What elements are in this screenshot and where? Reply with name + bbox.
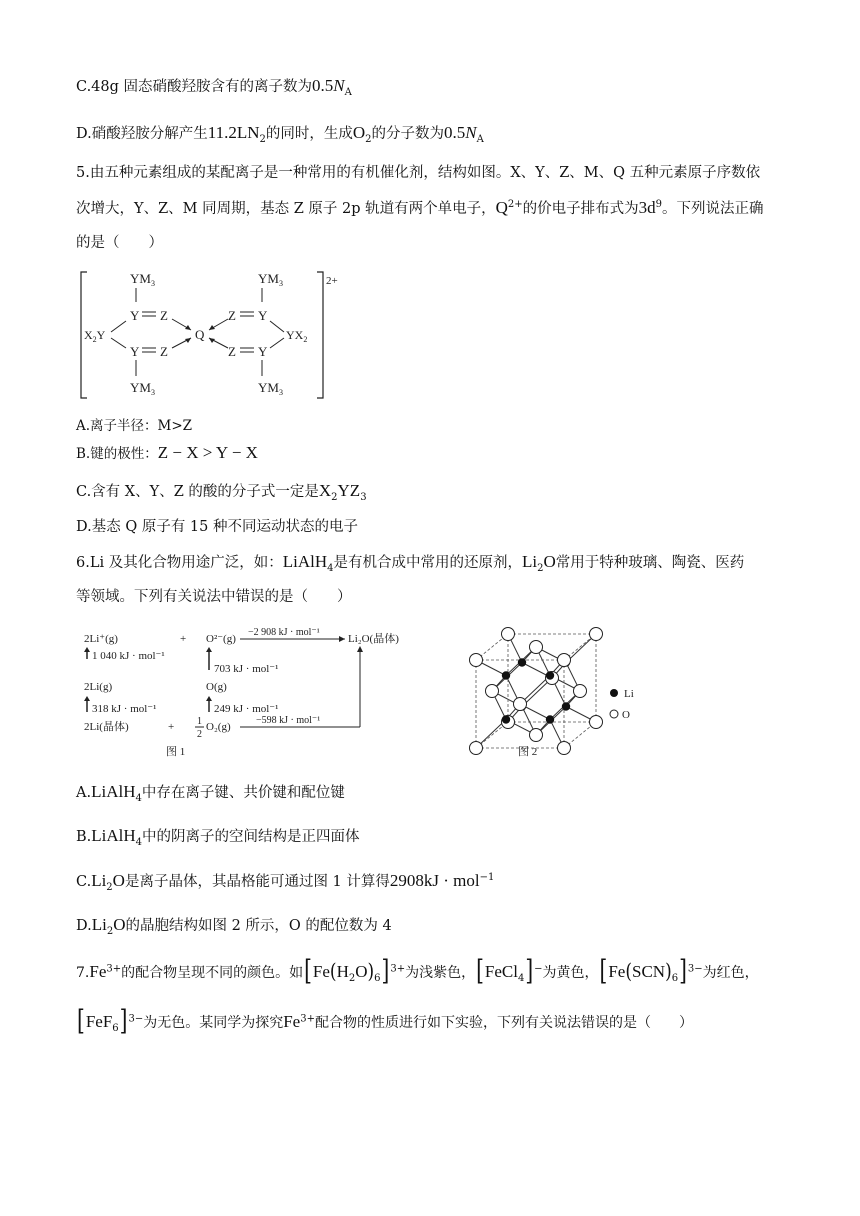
q6-option-a: A.LiAlH$_4$中存在离子键、共价键和配位键 — [76, 782, 345, 804]
lithium-atom — [562, 702, 570, 710]
q5-stem-line2: 次增大，Y、Z、M 同周期，基态 Z 原子 2p 轨道有两个单电子，$Q^{2+}$的价电子排布式为$3d^9$。下列说法正确 — [76, 198, 764, 217]
q6-stem-line1: 6.Li 及其化合物用途广泛，如：LiAlH$_4$是有机合成中常用的还原剂，$Li_2O$常用于特种玻璃、陶瓷、医药 — [76, 552, 745, 574]
ym3-top-left: $YM_3$ — [130, 271, 155, 288]
q5-option-b: B.键的极性：Z − X > Y − X — [76, 443, 258, 462]
q5-stem-line1: 5.由五种元素组成的某配离子是一种常用的有机催化剂，结构如图。X、Y、Z、M、Q 五种元素原子序数依 — [76, 165, 761, 181]
q6-stem-line2: 等领域。下列有关说法中错误的是（ ） — [76, 589, 352, 605]
svg-text:−2 908 kJ · mol⁻¹: −2 908 kJ · mol⁻¹ — [248, 627, 320, 638]
lithium-atom — [546, 671, 554, 679]
ym3-top-right: $YM_3$ — [258, 271, 283, 288]
right-bracket — [317, 272, 323, 398]
q7-stem-line2: $[FeF_6]^{3-}$为无色。某同学为探究$Fe^{3+}$配合物的性质进行如下实验，下列有关说法错误的是（ ） — [77, 1003, 693, 1037]
atom-y-tl: Y — [130, 308, 140, 323]
svg-text:2Li⁺(g): 2Li⁺(g) — [84, 633, 118, 645]
lithium-atom — [546, 715, 554, 723]
svg-text:1: 1 — [197, 716, 202, 727]
q6-option-b: B.LiAlH$_4$中的阴离子的空间结构是正四面体 — [76, 826, 360, 848]
svg-text:O₂(g): O₂(g) — [206, 721, 231, 733]
complex-ion-structure-figure — [78, 264, 348, 406]
svg-text:−598 kJ · mol⁻¹: −598 kJ · mol⁻¹ — [256, 715, 321, 726]
figure1-caption: 图 1 — [166, 746, 186, 758]
svg-text:1 040 kJ · mol⁻¹: 1 040 kJ · mol⁻¹ — [92, 650, 165, 662]
figure2-caption: 图 2 — [518, 746, 538, 758]
oxygen-atom — [470, 654, 483, 667]
legend-li-marker — [610, 689, 618, 697]
legend-o-marker — [610, 710, 618, 718]
q5-option-c: C.含有 X、Y、Z 的酸的分子式一定是$X_2YZ_3$ — [76, 481, 367, 503]
q6-option-c: $C.Li_2O$是离子晶体，其晶格能可通过图 1 计算得2908kJ · mol$^{-1}$ — [76, 871, 495, 893]
oxygen-atom — [530, 641, 543, 654]
q5-stem-line3: 的是（ ） — [76, 235, 163, 251]
q7-stem-line1: $7.Fe^{3+}$的配合物呈现不同的颜色。如$[Fe(H_2O)_6]^{3+}$为浅紫色，[FeCl$_4$]−为黄色，$[Fe(SCN)_6]^{3-}$为红色， — [76, 953, 759, 987]
svg-text:+: + — [180, 633, 187, 645]
ym3-bottom-left: $YM_3$ — [130, 380, 155, 397]
x2y-label: $X_2Y$ — [84, 328, 106, 344]
atom-z-br: Z — [228, 344, 236, 359]
atom-y-br: Y — [258, 344, 268, 359]
oxygen-atom — [590, 628, 603, 641]
atom-z-tr: Z — [228, 308, 236, 323]
atom-q: Q — [195, 327, 205, 342]
svg-text:249 kJ · mol⁻¹: 249 kJ · mol⁻¹ — [214, 703, 279, 715]
legend-li-label: Li — [624, 688, 634, 700]
lithium-atom — [502, 715, 510, 723]
svg-text:Li₂O(晶体): Li₂O(晶体) — [348, 633, 399, 645]
svg-text:+: + — [168, 721, 175, 733]
svg-text:2Li(g): 2Li(g) — [84, 681, 113, 693]
q4-option-c: C.48g 固态硝酸羟胺含有的离子数为$0.5N_A$ — [76, 76, 352, 98]
oxygen-atom — [486, 685, 499, 698]
oxygen-atom — [590, 716, 603, 729]
born-haber-cycle-figure — [80, 626, 415, 760]
lithium-atom — [518, 658, 526, 666]
svg-text:2Li(晶体): 2Li(晶体) — [84, 721, 129, 733]
atom-y-bl: Y — [130, 344, 140, 359]
atom-y-tr: Y — [258, 308, 268, 323]
q4-option-d: D.硝酸羟胺分解产生$11.2LN_2$的同时，生成$O_2$的分子数为$0.5N_A$ — [76, 123, 484, 145]
oxygen-atom — [530, 729, 543, 742]
svg-text:O²⁻(g): O²⁻(g) — [206, 633, 236, 645]
svg-text:318 kJ · mol⁻¹: 318 kJ · mol⁻¹ — [92, 703, 157, 715]
oxygen-atom — [574, 685, 587, 698]
svg-text:O(g): O(g) — [206, 681, 227, 693]
oxygen-atom — [558, 742, 571, 755]
lithium-atom — [502, 671, 510, 679]
legend-o-label: O — [622, 709, 630, 721]
li2o-unit-cell-figure — [462, 624, 662, 762]
q6-option-d: $D.Li_2O$的晶胞结构如图 2 所示，O 的配位数为 4 — [76, 915, 392, 937]
oxygen-atom — [470, 742, 483, 755]
charge-label: 2+ — [326, 275, 338, 287]
svg-text:703 kJ · mol⁻¹: 703 kJ · mol⁻¹ — [214, 663, 279, 675]
q5-option-a: A.离子半径：M>Z — [76, 418, 193, 434]
svg-text:2: 2 — [197, 729, 202, 740]
ym3-bottom-right: $YM_3$ — [258, 380, 283, 397]
q5-option-d: D.基态 Q 原子有 15 种不同运动状态的电子 — [76, 519, 358, 535]
atom-z-tl: Z — [160, 308, 168, 323]
yx2-label: $YX_2$ — [286, 328, 308, 344]
oxygen-atom — [514, 698, 527, 711]
oxygen-atom — [502, 628, 515, 641]
oxygen-atom — [558, 654, 571, 667]
atom-z-bl: Z — [160, 344, 168, 359]
